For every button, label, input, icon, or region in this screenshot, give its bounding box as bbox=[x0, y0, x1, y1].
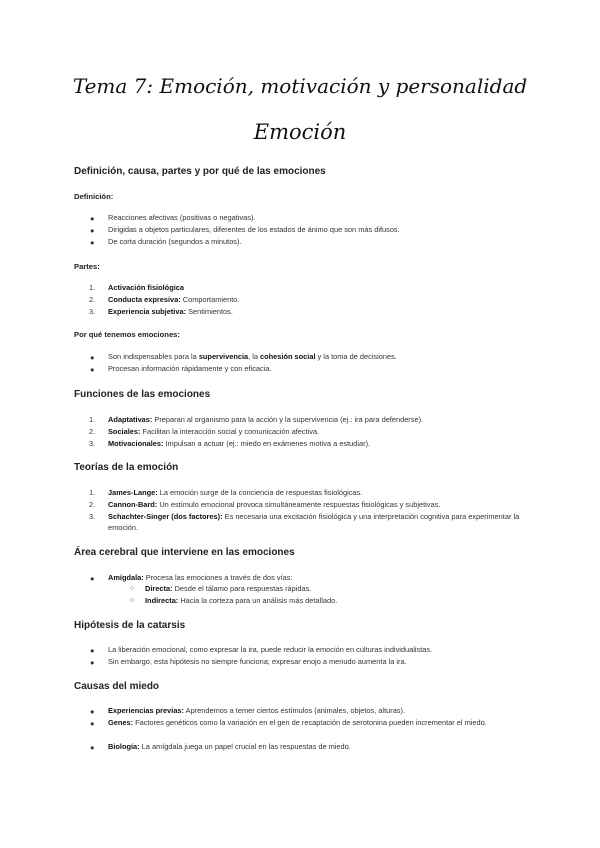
list-item: Amígdala: Procesa las emociones a través de dos vías: bbox=[108, 573, 293, 582]
section-heading-teorias: Teorías de la emoción bbox=[74, 462, 179, 473]
list-item: James-Lange: La emoción surge de la conciencia de respuestas fisiológicas. bbox=[108, 488, 363, 497]
list-number: 2. bbox=[89, 427, 96, 436]
list-item: Conducta expresiva: Comportamiento. bbox=[108, 295, 240, 304]
section-heading-funciones: Funciones de las emociones bbox=[74, 389, 211, 400]
list-item: Procesan información rápidamente y con eficacia. bbox=[108, 364, 272, 373]
list-item: Adaptativas: Preparan al organismo para la acción y la supervivencia (ej.: ira para defenderse). bbox=[108, 415, 424, 424]
list-item: De corta duración (segundos a minutos). bbox=[108, 237, 242, 246]
list-number: 1. bbox=[89, 415, 96, 424]
bullet: ● bbox=[90, 743, 95, 752]
bullet: ● bbox=[90, 365, 95, 374]
sub-list-item: Directa: Desde el tálamo para respuestas rápidas. bbox=[145, 584, 312, 593]
list-item: Sin embargo, esta hipótesis no siempre funciona; expresar enojo a menudo aumenta la ira. bbox=[108, 657, 407, 666]
porque-label: Por qué tenemos emociones: bbox=[74, 330, 180, 339]
list-item: Sociales: Facilitan la interacción social y comunicación afectiva. bbox=[108, 427, 320, 436]
list-number: 3. bbox=[89, 307, 96, 316]
list-item: Schachter-Singer (dos factores): Es necesaria una excitación fisiológica y una interpretación cognitiva para experimentar la emoción. bbox=[108, 512, 520, 532]
bullet: ● bbox=[90, 238, 95, 247]
list-item: Activación fisiológica bbox=[108, 283, 184, 292]
list-item: Biología: La amígdala juega un papel crucial en las respuestas de miedo. bbox=[108, 742, 351, 751]
sub-bullet: ○ bbox=[130, 597, 135, 604]
list-number: 2. bbox=[89, 295, 96, 304]
list-item: La liberación emocional, como expresar la ira, puede reducir la emoción en culturas individualistas. bbox=[108, 645, 433, 654]
sub-list-item: Indirecta: Hacia la corteza para un análisis más detallado. bbox=[145, 596, 338, 605]
list-item: Cannon-Bard: Un estímulo emocional provoca simultáneamente respuestas fisiológicas y subjetivas. bbox=[108, 500, 441, 509]
list-number: 1. bbox=[89, 488, 96, 497]
list-item: Reacciones afectivas (positivas o negativas). bbox=[108, 213, 256, 222]
list-item: Experiencia subjetiva: Sentimientos. bbox=[108, 307, 233, 316]
partes-label: Partes: bbox=[74, 262, 100, 271]
bullet: ● bbox=[90, 707, 95, 716]
section-heading-catarsis: Hipótesis de la catarsis bbox=[74, 620, 186, 631]
list-item: Experiencias previas: Aprendemos a temer ciertos estímulos (animales, objetos, alturas). bbox=[108, 706, 406, 715]
list-number: 3. bbox=[89, 512, 96, 521]
document-subtitle: Emoción bbox=[253, 120, 347, 144]
list-number: 3. bbox=[89, 439, 96, 448]
list-number: 2. bbox=[89, 500, 96, 509]
sub-bullet: ○ bbox=[130, 585, 135, 592]
list-item: Genes: Factores genéticos como la variación en el gen de recaptación de serotonina pueden incrementar el miedo. bbox=[108, 718, 487, 727]
bullet: ● bbox=[90, 214, 95, 223]
bullet: ● bbox=[90, 658, 95, 667]
bullet: ● bbox=[90, 226, 95, 235]
section-heading-area-cerebral: Área cerebral que interviene en las emociones bbox=[74, 547, 295, 558]
list-number: 1. bbox=[89, 283, 96, 292]
list-item: Motivacionales: Impulsan a actuar (ej.: miedo en exámenes motiva a estudiar). bbox=[108, 439, 371, 448]
bullet: ● bbox=[90, 353, 95, 362]
list-item: Dirigidas a objetos particulares, diferentes de los estados de ánimo que son más difusos. bbox=[108, 225, 400, 234]
section-heading-definicion: Definición, causa, partes y por qué de las emociones bbox=[74, 166, 326, 177]
section-heading-causas-miedo: Causas del miedo bbox=[74, 681, 160, 692]
document-title: Tema 7: Emoción, motivación y personalidad bbox=[72, 74, 528, 98]
bullet: ● bbox=[90, 574, 95, 583]
bullet: ● bbox=[90, 719, 95, 728]
bullet: ● bbox=[90, 646, 95, 655]
definicion-label: Definición: bbox=[74, 192, 114, 201]
list-item: Son indispensables para la supervivencia, la cohesión social y la toma de decisiones. bbox=[108, 352, 397, 361]
